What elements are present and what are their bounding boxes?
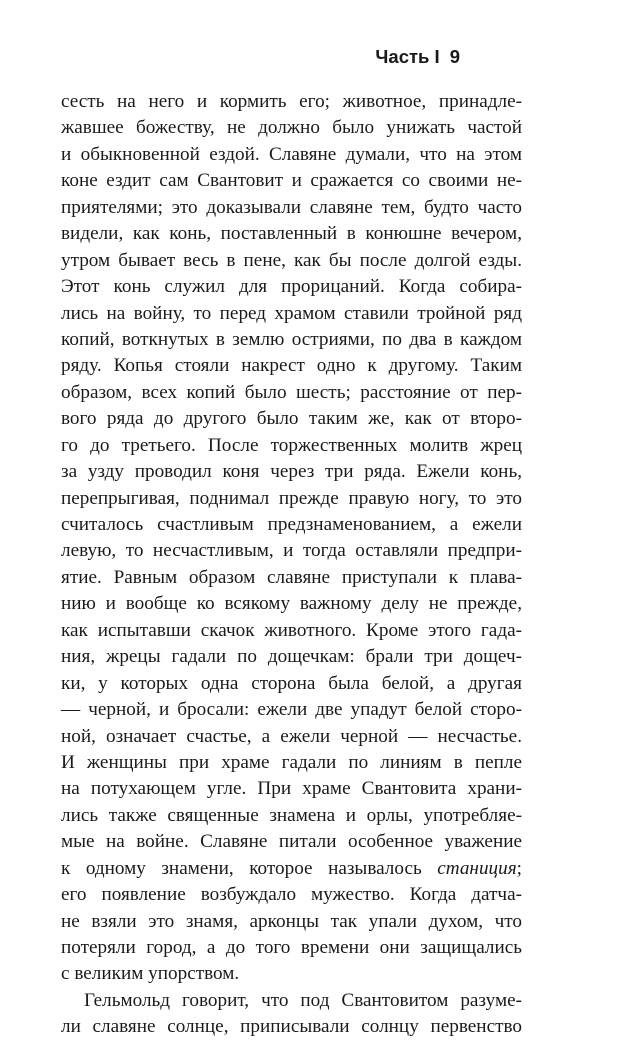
text-line: с великим упорством.: [61, 963, 240, 985]
text-line: на потухающем угле. При храме Свантовита храни-: [61, 778, 522, 800]
text-line: нию и вообще ко всякому важному делу не прежде,: [61, 593, 522, 615]
text-line: жавшее божеству, не должно было унижать частой: [61, 117, 522, 139]
text-line: копий, воткнутых в землю остриями, по два в каждом: [61, 328, 522, 350]
text-line: лись также священные знамена и орлы, употребляе-: [61, 804, 522, 826]
text-line: видели, как конь, поставленный в конюшне вечером,: [61, 223, 522, 245]
text-line: вого ряда до другого было таким же, как от второ-: [61, 408, 522, 430]
running-head-part: Часть I: [375, 46, 440, 67]
text-segment: ;: [516, 857, 522, 879]
text-line: как испытавши скачок животного. Кроме этого гада-: [61, 619, 522, 641]
italic-term: станиция: [437, 857, 517, 879]
text-line: Гельмольд говорит, что под Свантовитом разуме-: [84, 989, 522, 1011]
text-line: ки, у которых одна сторона была белой, а другая: [61, 672, 522, 694]
text-line: ной, означает счастье, а ежели черной — несчастье.: [61, 725, 522, 747]
text-line: Этот конь служил для прорицаний. Когда собира-: [61, 276, 522, 298]
text-line-with-emphasis: [61, 856, 522, 882]
text-line: коне ездит сам Свантовит и сражается со своими не-: [61, 170, 522, 192]
text-line: левую, то несчастливым, и тогда оставляли предпри-: [61, 540, 522, 562]
text-line: образом, всех копий было шесть; расстояние от пер-: [61, 381, 522, 403]
text-line: ятие. Равным образом славяне приступали к плава-: [61, 566, 522, 588]
page-number: 9: [449, 46, 460, 67]
running-head: [375, 48, 460, 67]
text-line: перепрыгивая, поднимал прежде правую ногу, то это: [61, 487, 522, 509]
text-line: не взяли это знамя, арконцы так упали духом, что: [61, 910, 522, 932]
text-line: — черной, и бросали: ежели две упадут белой сторо-: [61, 699, 522, 721]
paragraph-1: [61, 89, 522, 988]
body-text: [61, 89, 522, 1041]
text-line: за узду проводил коня через три ряда. Ежели конь,: [61, 461, 522, 483]
text-line: ряду. Копья стояли накрест одно к другому. Таким: [61, 355, 522, 377]
text-line: считалось счастливым предзнаменованием, а ежели: [61, 514, 522, 535]
text-line: ли славяне солнце, приписывали солнцу первенство: [61, 1016, 522, 1038]
text-line: ния, жрецы гадали по дощечкам: брали три дощеч-: [61, 646, 522, 668]
text-line: И женщины при храме гадали по линиям в пепле: [61, 751, 522, 773]
text-line: го до третьего. После торжественных молитв жрец: [61, 434, 522, 456]
text-line: приятелями; это доказывали славяне тем, будто часто: [61, 196, 522, 218]
paragraph-2: [61, 988, 522, 1041]
text-line: лись на войну, то перед храмом ставили тройной ряд: [61, 302, 522, 324]
text-line: потеряли город, а до того времени они защищались: [61, 937, 522, 958]
text-line: мые на войне. Славяне питали особенное уважение: [61, 831, 522, 853]
text-line: утром бывает весь в пене, как бы после долгой езды.: [61, 249, 522, 271]
text-segment: к одному знамени, которое называлось: [61, 857, 422, 879]
text-line: его появление возбуждало мужество. Когда датча-: [61, 884, 522, 906]
text-line: сесть на него и кормить его; животное, принадле-: [61, 91, 522, 112]
text-line: и обыкновенной ездой. Славяне думали, что на этом: [61, 143, 522, 165]
